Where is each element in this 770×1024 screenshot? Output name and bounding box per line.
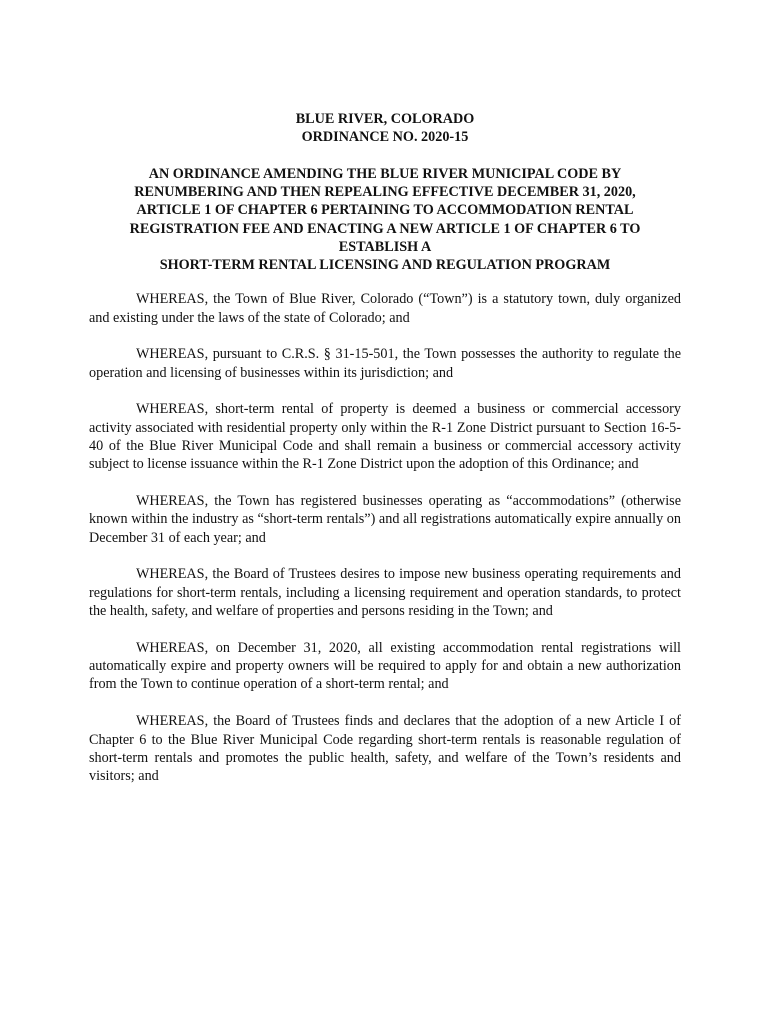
ordinance-title-line: ARTICLE 1 OF CHAPTER 6 PERTAINING TO ACCOMMODATION RENTAL <box>136 202 634 219</box>
ordinance-title-line: ESTABLISH A <box>338 238 432 255</box>
recital-paragraph: WHEREAS, pursuant to C.R.S. § 31-15-501, the Town possesses the authority to regulate the operation and licensing of businesses within its jurisdiction; and <box>89 346 681 381</box>
recital-paragraph: WHEREAS, the Board of Trustees finds and declares that the adoption of a new Article I of Chapter 6 to the Blue River Municipal Code regarding short-term rentals is reasonable regulation of short-term rentals and promotes the public health, safety, and welfare of the Town’s residents and visitors; and <box>89 713 681 785</box>
ordinance-title <box>89 165 681 274</box>
ordinance-title-line: RENUMBERING AND THEN REPEALING EFFECTIVE DECEMBER 31, 2020, <box>134 184 636 201</box>
ordinance-title-line: AN ORDINANCE AMENDING THE BLUE RIVER MUNICIPAL CODE BY <box>148 166 622 182</box>
recital-paragraph: WHEREAS, short-term rental of property is deemed a business or commercial accessory activity associated with residential property only within the R-1 Zone District pursuant to Section 16-5-40 of the Blue River Municipal Code and shall remain a business or commercial accessory activity subject to license issuance within the R-1 Zone District upon the adoption of this Ordinance; and <box>89 401 681 473</box>
recital-paragraph: WHEREAS, the Board of Trustees desires to impose new business operating requirements and regulations for short-term rentals, including a licensing requirement and operation standards, to protect the health, safety, and welfare of properties and persons residing in the Town; and <box>89 566 681 620</box>
recital-paragraph: WHEREAS, the Town of Blue River, Colorado (“Town”) is a statutory town, duly organized and existing under the laws of the state of Colorado; and <box>89 291 681 326</box>
document-page <box>89 110 681 804</box>
document-heading-town: BLUE RIVER, COLORADO <box>295 111 475 127</box>
document-heading-ordinance-number: ORDINANCE NO. 2020-15 <box>301 129 469 145</box>
recital-paragraph: WHEREAS, the Town has registered businesses operating as “accommodations” (otherwise known within the industry as “short-term rentals”) and all registrations automatically expire annually on December 31 of each year; and <box>89 493 681 546</box>
recital-paragraph: WHEREAS, on December 31, 2020, all existing accommodation rental registrations will automatically expire and property owners will be required to apply for and obtain a new authorization from the Town to continue operation of a short-term rental; and <box>89 639 681 693</box>
ordinance-title-line: SHORT-TERM RENTAL LICENSING AND REGULATION PROGRAM <box>159 257 611 274</box>
ordinance-title-line: REGISTRATION FEE AND ENACTING A NEW ARTICLE 1 OF CHAPTER 6 TO <box>129 220 641 237</box>
recitals-section <box>89 290 681 785</box>
